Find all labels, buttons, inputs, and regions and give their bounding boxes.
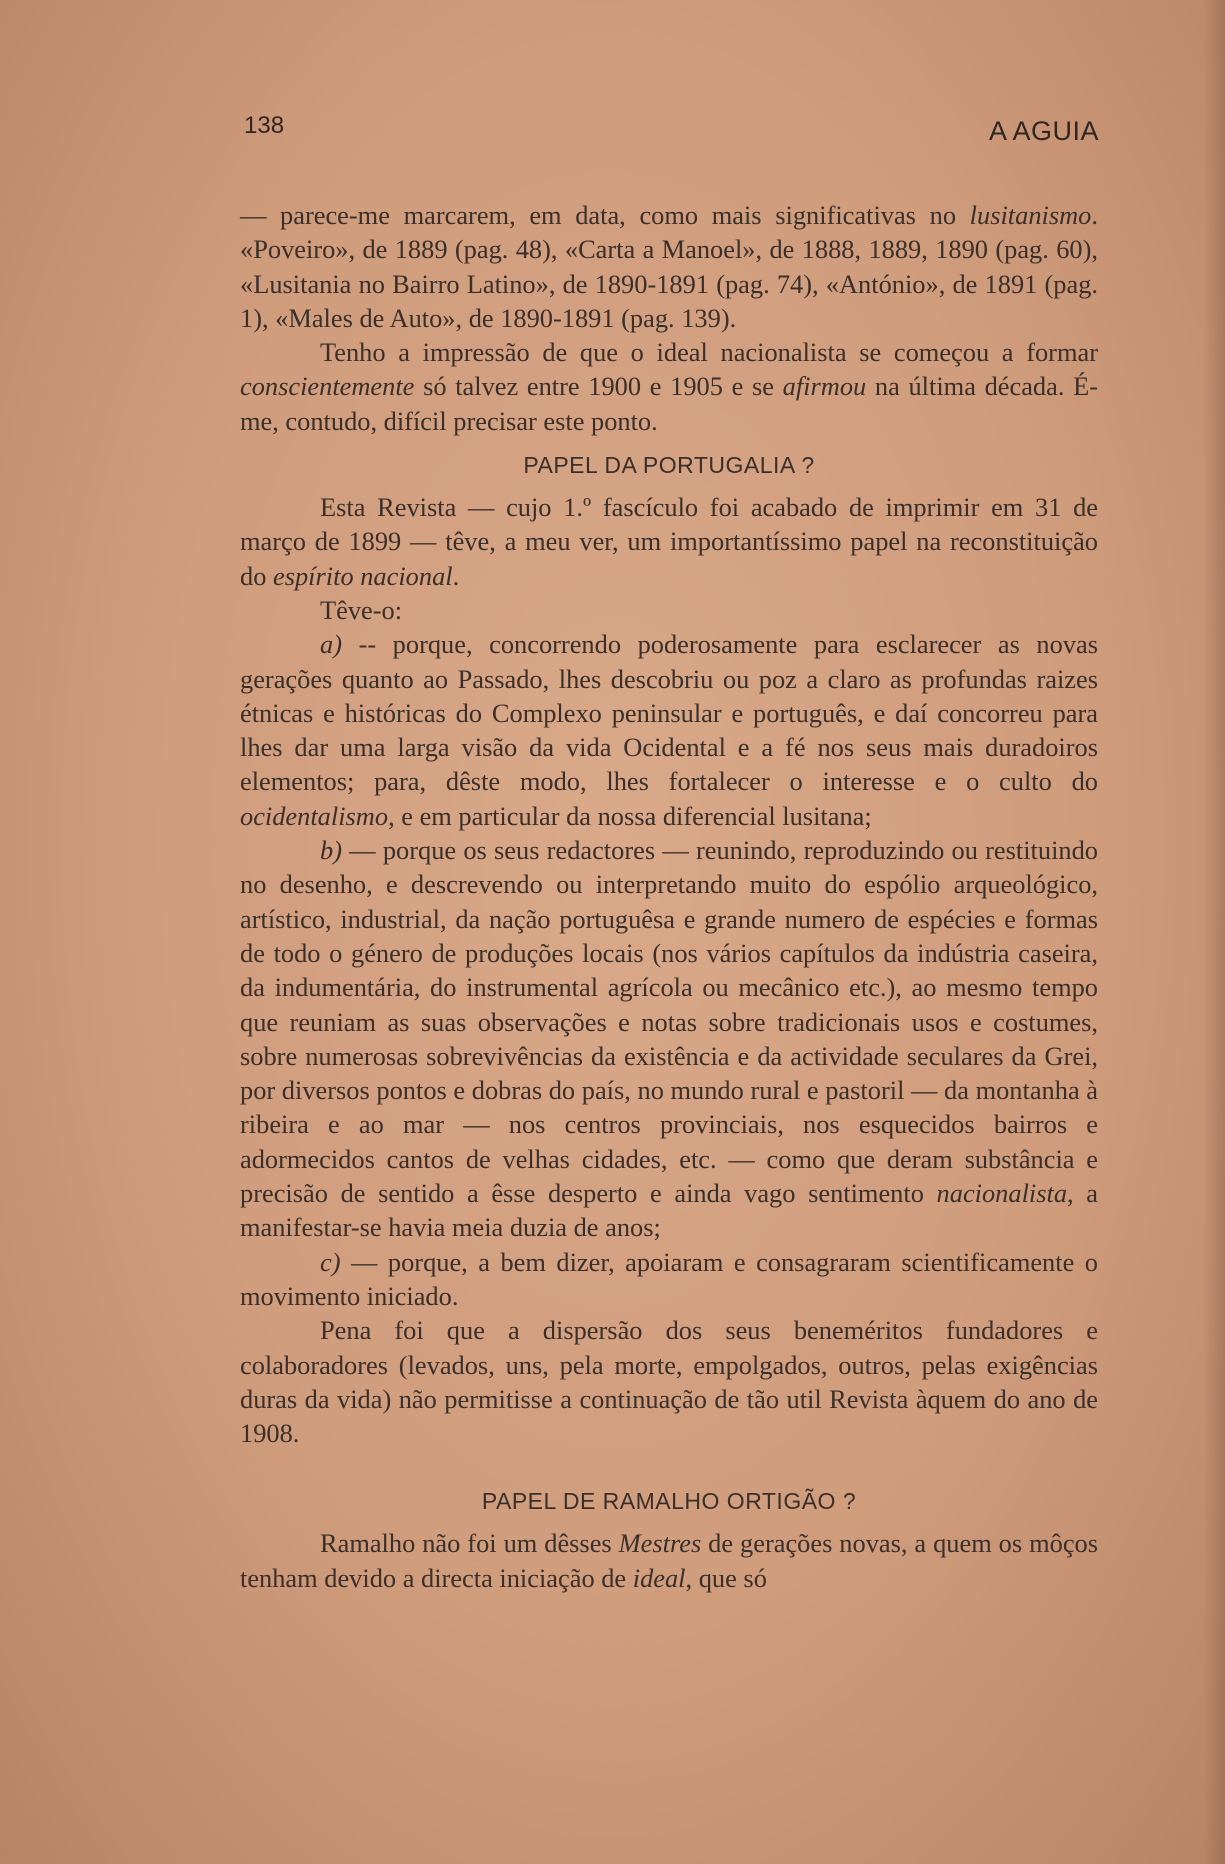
page-body [240,198,1098,1595]
paragraph-text: , a manifestar-se havia meia duzia de anos; [240,1178,1098,1243]
emphasis-text: conscientemente [240,371,415,402]
page-header [244,112,1099,152]
paragraph [240,1526,1098,1595]
emphasis-text: espírito nacional [273,560,453,591]
paragraph-text: . [452,560,460,591]
emphasis-text: nacionalista [936,1178,1068,1209]
paragraph-text: só talvez entre 1900 e 1905 e se [414,371,783,402]
page-number: 138 [244,112,285,139]
paragraph-text: — parece-me marcarem, em data, como mais significativas no [240,200,970,230]
page-edge-shadow [1203,0,1225,1864]
paragraph-text: , e em particular da nossa diferencial lusitana; [388,800,872,831]
paragraph-text: — porque os seus redactores — reunindo, reproduzindo ou restituindo no desenho, e descrevendo ou interpretando muito do espólio arqueológico, artístico, industrial, da nação portuguêsa e grande numero de espécies e formas de todo o género de produções locais (nos vários capítulos da indústria caseira, da indumentária, do instrumental agrícola ou mecânico etc.), ao mesmo tempo que reuniam as suas observações e notas sobre tradicionais usos e costumes, sobre numerosas sobrevivências da existência e da actividade seculares da Grei, por diversos pontos e dobras do país, no mundo rural e pastoril — da montanha à ribeira e ao mar — nos centros provinciais, nos esquecidos bairros e adormecidos cantos de velhas cidades, etc. — como que deram substância e precisão de sentido a êsse desperto e ainda vago sentimento [240,835,1098,1209]
paragraph: Têve-o: [320,594,403,625]
running-title: A AGUIA [988,116,1099,146]
paragraph-text: Ramalho não foi um dêsses [320,1528,619,1559]
emphasis-text: afirmou [782,371,867,402]
paragraph-text: . «Poveiro», de 1889 (pag. 48), «Carta a Manoel», de 1888, 1889, 1890 (pag. 60), «Lusitania no Bairro Latino», de 1890-1891 (pag. 74), «António», de 1891 (pag. 1), «Males de Auto», de 1890-1891 (pag. 139). [240,200,1098,333]
list-item-c [240,1245,1098,1314]
section-heading: PAPEL DA PORTUGALIA ? [523,452,815,479]
paragraph-text: -- porque, concorrendo poderosamente para esclarecer as novas gerações quanto ao Passado, lhes descobriu ou poz a claro as profundas raizes étnicas e históricas do Complexo peninsular e português, e daí concorreu para lhes dar uma larga visão da vida Ocidental e a fé nos seus mais duradoiros elementos; para, dêste modo, lhes fortalecer o interesse e o culto do [240,629,1098,797]
emphasis-text: ocidentalismo [240,800,389,831]
paragraph-text: Tenho a impressão de que o ideal nacionalista se começou a formar [320,337,1098,368]
list-item-a [240,627,1098,833]
list-item-b [240,833,1098,1245]
paragraph [240,198,1098,335]
list-label: a) [320,629,342,660]
list-label: b) [320,835,342,866]
emphasis-text: ideal [632,1562,686,1593]
paragraph-text: Esta Revista — cujo 1.º fascículo foi acabado de imprimir em 31 de março de 1899 — têve, a meu ver, um importantíssimo papel na reconstituição do [240,492,1098,591]
section-heading: PAPEL DE RAMALHO ORTIGÃO ? [481,1488,857,1515]
paragraph [240,490,1098,593]
paragraph-text: — porque, a bem dizer, apoiaram e consagraram scientificamente o movimento iniciado. [240,1246,1098,1311]
paragraph-text: na última década. É-me, contudo, difícil precisar este ponto. [240,371,1098,436]
paragraph: Pena foi que a dispersão dos seus beneméritos fundadores e colaboradores (levados, uns, pela morte, empolgados, outros, pelas exigências duras da vida) não permitisse a continuação de tão util Revista àquem do ano de 1908. [240,1315,1098,1449]
emphasis-text: Mestres [618,1528,702,1559]
paragraph [240,335,1098,438]
list-label: c) [320,1246,341,1277]
emphasis-text: lusitanismo [969,200,1092,230]
paragraph-text: de gerações novas, a quem os môços tenham devido a directa iniciação de [240,1528,1098,1593]
paragraph-text: , que só [685,1562,767,1593]
